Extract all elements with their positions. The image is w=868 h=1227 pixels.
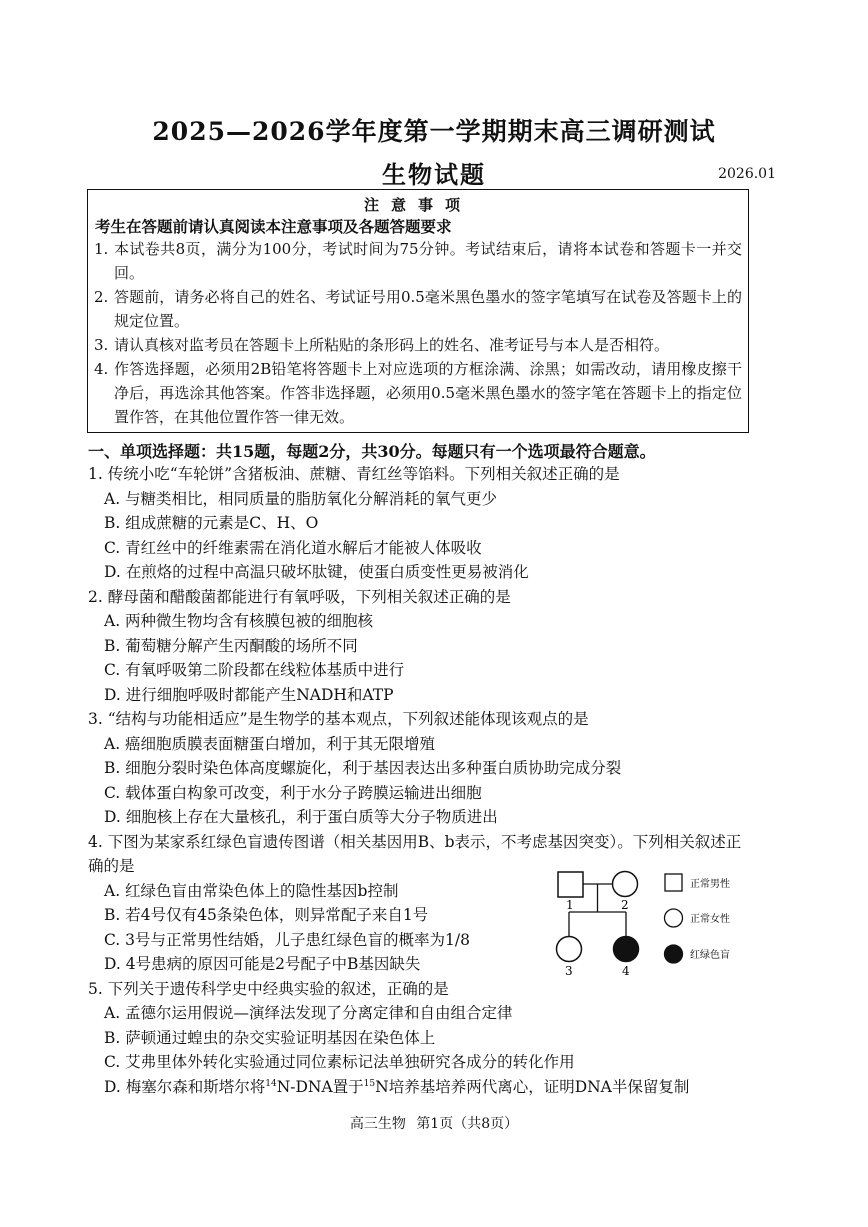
option-c: C. 有氧呼吸第二阶段都在线粒体基质中进行 [104, 661, 405, 679]
legend-female-icon [665, 909, 683, 927]
individual-1-square [558, 872, 583, 897]
option-b: B. 若4号仅有45条染色体，则异常配子来自1号 [104, 906, 429, 924]
section-title: 一、单项选择题：共15题，每题2分，共30分。每题只有一个选项最符合题意。 [88, 442, 656, 461]
option-c: C. 3号与正常男性结婚，儿子患红绿色盲的概率为1/8 [104, 930, 470, 949]
question-stem: 2. 酵母菌和醋酸菌都能进行有氧呼吸，下列相关叙述正确的是 [88, 587, 511, 606]
option-d: D. 在煎烙的过程中高温只破坏肽键，使蛋白质变性更易被消化 [104, 563, 529, 581]
option-d-suffix: N培养基培养两代离心，证明DNA半保留复制 [375, 1077, 690, 1096]
notice-item [94, 357, 742, 429]
isotope-mass-15: 15 [363, 1078, 376, 1089]
option-d-middle: N-DNA置于 [276, 1077, 364, 1096]
notice-item [94, 285, 742, 333]
question-stem: 4. 下图为某家系红绿色盲遗传图谱（相关基因用B、b表示，不考虑基因突变）。下列相关叙述正确的是 [88, 832, 742, 875]
footer-page-number: 第1页（共8页） [416, 1116, 519, 1132]
question-5 [88, 977, 748, 1100]
notice-item-text: 本试卷共8页，满分为100分，考试时间为75分钟。考试结束后，请将本试卷和答题卡一并交回。 [114, 240, 742, 282]
option-c: C. 艾弗里体外转化实验通过同位素标记法单独研究各成分的转化作用 [104, 1053, 575, 1071]
option-d-prefix: D. 梅塞尔森和斯塔尔将 [104, 1077, 266, 1096]
footer-subject: 高三生物 [349, 1116, 406, 1132]
option-a: A. 两种微生物均含有核膜包被的细胞核 [104, 612, 374, 630]
option-c: C. 载体蛋白构象可改变，利于水分子跨膜运输进出细胞 [104, 783, 482, 802]
legend-colorblind-label: 红绿色盲 [690, 950, 730, 961]
question-3 [88, 707, 748, 830]
label-2: 2 [621, 898, 629, 912]
notice-item-text: 作答选择题，必须用2B铅笔将答题卡上对应选项的方框涂满、涂黑；如需改动，请用橡皮擦干净后，再选涂其他答案。作答非选择题，必须用0.5毫米黑色墨水的签字笔在答题卡上的指定位置作答，在其他位置作答一律无效。 [114, 360, 742, 426]
option-d: D. 4号患病的原因可能是2号配子中B基因缺失 [104, 955, 421, 973]
option-b: B. 萨顿通过蝗虫的杂交实验证明基因在染色体上 [104, 1028, 436, 1047]
notice-item-number: 4. [94, 360, 109, 378]
option-d [88, 1075, 748, 1100]
option-b: B. 葡萄糖分解产生丙酮酸的场所不同 [104, 636, 358, 655]
question-1 [88, 462, 748, 585]
legend-male-icon [665, 874, 682, 891]
pedigree-diagram [552, 864, 752, 979]
option-b: B. 细胞分裂时染色体高度螺旋化，利于基因表达出多种蛋白质协助完成分裂 [104, 759, 622, 777]
notice-item-text: 答题前，请务必将自己的姓名、考试证号用0.5毫米黑色墨水的签字笔填写在试卷及答题卡上的规定位置。 [114, 288, 742, 330]
label-3: 3 [565, 964, 573, 978]
notice-item [94, 333, 742, 357]
option-c: C. 青红丝中的纤维素需在消化道水解后才能被人体吸收 [104, 538, 482, 557]
option-a: A. 红绿色盲由常染色体上的隐性基因b控制 [104, 881, 399, 900]
option-d: D. 进行细胞呼吸时都能产生NADH和ATP [104, 685, 394, 704]
individual-3-circle [557, 937, 582, 962]
notice-item-text: 请认真核对监考员在答题卡上所粘贴的条形码上的姓名、准考证号与本人是否相符。 [114, 336, 670, 354]
option-b: B. 组成蔗糖的元素是C、H、O [104, 514, 319, 532]
notice-title: 注意事项 [363, 196, 472, 214]
question-stem: 1. 传统小吃“车轮饼”含猪板油、蔗糖、青红丝等馅料。下列相关叙述正确的是 [88, 465, 620, 483]
label-4: 4 [622, 964, 630, 978]
legend-female-label: 正常女性 [690, 914, 730, 925]
legend-colorblind-icon [665, 945, 683, 963]
option-d: D. 细胞核上存在大量核孔，利于蛋白质等大分子物质进出 [104, 808, 498, 826]
page-footer [0, 1113, 868, 1133]
legend-male-label: 正常男性 [690, 879, 730, 890]
question-2 [88, 585, 748, 708]
notice-box [87, 189, 749, 433]
isotope-mass-14: 14 [265, 1078, 277, 1089]
option-a: A. 孟德尔运用假说—演绎法发现了分离定律和自由组合定律 [104, 1004, 513, 1022]
exam-date: 2026.01 [718, 166, 776, 182]
label-1: 1 [566, 898, 574, 912]
question-stem: 3. “结构与功能相适应”是生物学的基本观点，下列叙述能体现该观点的是 [88, 710, 589, 728]
option-a: A. 癌细胞质膜表面糖蛋白增加，利于其无限增殖 [104, 734, 436, 753]
option-a: A. 与糖类相比，相同质量的脂肪氧化分解消耗的氧气更少 [104, 489, 498, 508]
individual-4-circle [614, 937, 639, 962]
exam-title: 2025—2026学年度第一学期期末高三调研测试 [152, 117, 716, 146]
question-stem: 5. 下列关于遗传科学史中经典实验的叙述，正确的是 [88, 979, 449, 998]
notice-item [94, 237, 742, 285]
notice-item-number: 2. [94, 288, 109, 306]
notice-item-number: 1. [94, 240, 109, 258]
subject-title: 生物试题 [382, 160, 486, 189]
notice-item-number: 3. [94, 336, 109, 354]
question-list [88, 462, 748, 1099]
notice-heading: 考生在答题前请认真阅读本注意事项及各题答题要求 [95, 217, 452, 236]
individual-2-circle [613, 872, 638, 897]
